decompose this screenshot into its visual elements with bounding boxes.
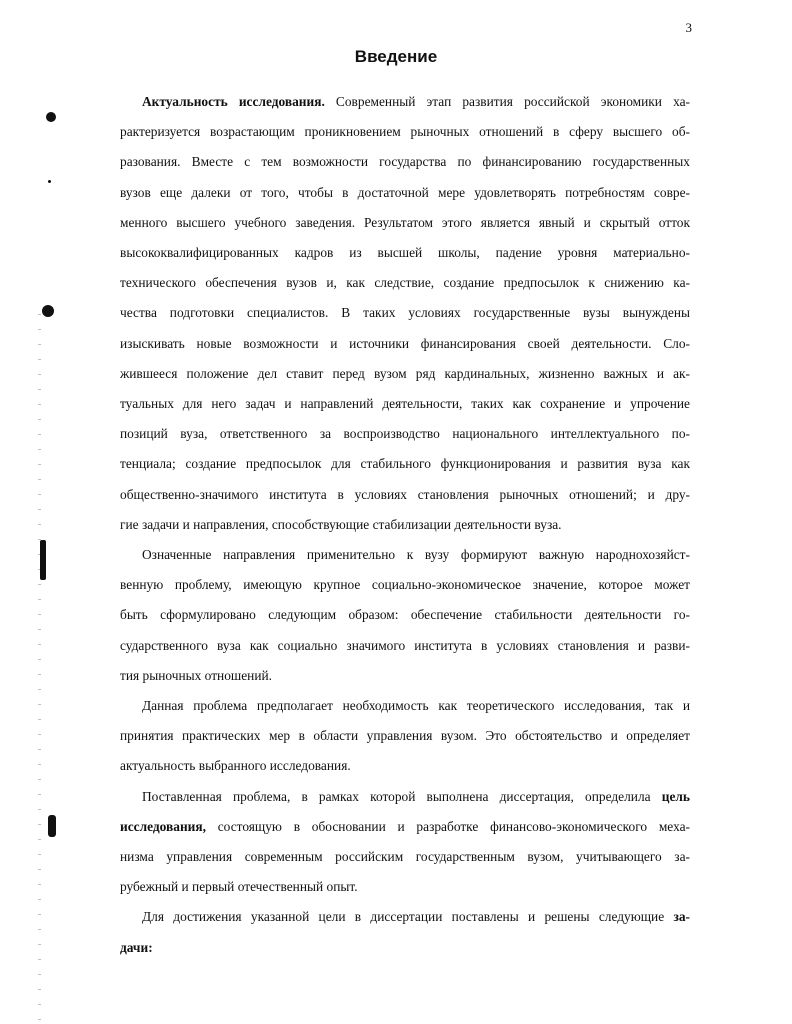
paragraph-line: [120, 154, 690, 170]
line-text: Данная проблема предполагает необходимость как теоретического исследования, так и: [142, 698, 690, 713]
paragraph-line: [120, 396, 690, 412]
paragraph-line: [120, 426, 690, 442]
line-text: Для достижения указанной цели в диссертации поставлены и решены следующие: [142, 909, 674, 924]
line-text: рубежный и первый отечественный опыт.: [120, 879, 358, 894]
line-text: состоящую в обосновании и разработке финансово-экономического меха-: [205, 819, 690, 834]
paragraph-line: [142, 909, 690, 925]
paragraph-line: [120, 577, 690, 593]
paragraph-line: [120, 456, 690, 472]
line-text: Означенные направления применительно к вузу формируют важную народнохозяйст-: [142, 547, 690, 562]
line-text: актуальность выбранного исследования.: [120, 758, 351, 773]
paragraph-line: [120, 215, 690, 231]
line-text: тия рыночных отношений.: [120, 668, 273, 683]
scan-speck: [48, 815, 56, 837]
line-text: принятия практических мер в области управления вузом. Это обстоятельство и определяет: [120, 728, 690, 743]
paragraph-line: [120, 517, 690, 533]
line-text: рактеризуется возрастающим проникновением рыночных отношений в сферу высшего об-: [120, 124, 690, 139]
paragraph-line: [120, 245, 690, 261]
paragraph-line: [120, 275, 690, 291]
line-text: туальных для него задач и направлений деятельности, таких как сохранение и упрочение: [120, 396, 690, 411]
scan-edge-noise: [38, 300, 41, 1024]
section-title: Введение: [354, 47, 438, 66]
scan-speck: [46, 112, 56, 122]
line-text: чества подготовки специалистов. В таких условиях государственные вузы вынуждены: [120, 305, 690, 320]
line-text: Поставленная проблема, в рамках которой выполнена диссертация, определила: [142, 789, 662, 804]
page-number: 3: [685, 20, 692, 35]
line-text: тенциала; создание предпосылок для стабильного функционирования и развития вуза как: [120, 456, 690, 471]
line-text: вузов еще далеки от того, чтобы в достаточной мере удовлетворять потребностям совре-: [120, 185, 690, 200]
line-text: жившееся положение дел ставит перед вузом ряд кардинальных, жизненно важных и ак-: [120, 366, 690, 381]
paragraph-line: [120, 124, 690, 140]
bold-term: цель: [661, 789, 690, 804]
line-text: быть сформулировано следующим образом: обеспечение стабильности деятельности го-: [120, 607, 690, 622]
scan-speck: [42, 305, 54, 317]
scan-speck: [48, 180, 51, 183]
line-text: гие задачи и направления, способствующие стабилизации деятельности вуза.: [120, 517, 562, 532]
paragraph-line: [120, 819, 690, 835]
paragraph-line: [142, 94, 690, 110]
line-text: позиций вуза, ответственного за воспроизводство национального интеллектуального по-: [120, 426, 690, 441]
paragraph-line: [142, 698, 690, 714]
bold-term: исследования,: [120, 819, 206, 834]
line-text: общественно-значимого института в условиях становления рыночных отношений; и дру-: [120, 487, 690, 502]
paragraph-line: [120, 668, 690, 684]
paragraph-line: [120, 638, 690, 654]
paragraph-line: [120, 758, 690, 774]
line-text: высококвалифицированных кадров из высшей школы, падение уровня материально-: [120, 245, 690, 260]
paragraph-line: [120, 336, 690, 352]
paragraph-line: [120, 849, 690, 865]
paragraph-line: [142, 547, 690, 563]
line-text: Современный этап развития российской экономики ха-: [324, 94, 690, 109]
paragraph-line: [120, 185, 690, 201]
paragraph-line: [120, 879, 690, 895]
bold-term: дачи:: [120, 940, 153, 955]
line-text: низма управления современным российским государственным вузом, учитывающего за-: [120, 849, 690, 864]
paragraph-line: [120, 940, 690, 956]
bold-term: Актуальность исследования.: [142, 94, 325, 109]
paragraph-line: [120, 487, 690, 503]
paragraph-line: [120, 305, 690, 321]
bold-term: за-: [673, 909, 690, 924]
line-text: изыскивать новые возможности и источники финансирования своей деятельности. Сло-: [120, 336, 690, 351]
paragraph-line: [120, 366, 690, 382]
paragraph-line: [120, 607, 690, 623]
line-text: сударственного вуза как социально значимого института в условиях становления и разви-: [120, 638, 690, 653]
line-text: менного высшего учебного заведения. Результатом этого является явный и скрытый отток: [120, 215, 690, 230]
line-text: разования. Вместе с тем возможности государства по финансированию государственных: [120, 154, 690, 169]
line-text: венную проблему, имеющую крупное социально-экономическое значение, которое может: [120, 577, 690, 592]
paragraph-line: [142, 789, 690, 805]
paragraph-line: [120, 728, 690, 744]
line-text: технического обеспечения вузов и, как следствие, создание предпосылок к снижению ка-: [120, 275, 690, 290]
